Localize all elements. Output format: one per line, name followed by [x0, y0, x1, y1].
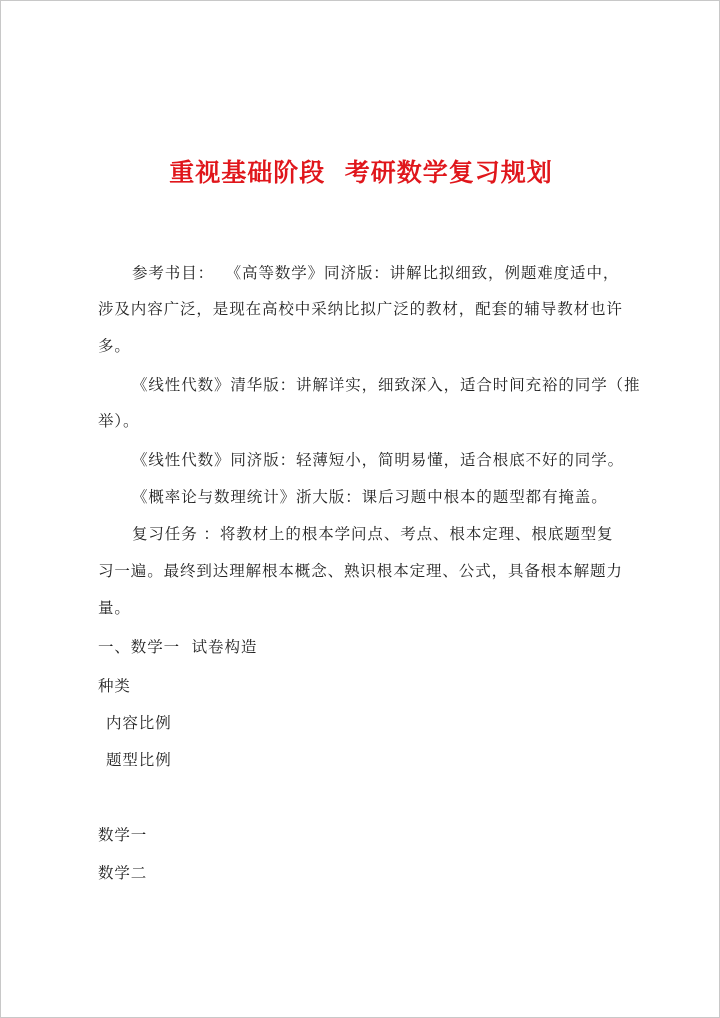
paragraph-line: 《概率论与数理统计》浙大版：课后习题中根本的题型都有掩盖。 — [132, 488, 608, 506]
document-title: 重视基础阶段 考研数学复习规划 — [169, 158, 553, 187]
paragraph-line: 习一遍。最终到达理解根本概念、熟识根本定理、公式，具备根本解题力 — [98, 562, 623, 580]
paragraph-line: 多。 — [98, 337, 131, 355]
paragraph-line: 《线性代数》同济版：轻薄短小，简明易懂，适合根底不好的同学。 — [132, 451, 625, 469]
paragraph-line: 量。 — [98, 599, 131, 617]
table-label: 题型比例 — [106, 751, 172, 769]
paragraph-line: 参考书目： 《高等数学》同济版：讲解比拟细致，例题难度适中， — [132, 264, 620, 282]
paragraph-line: 举）。 — [98, 412, 140, 430]
section-heading: 一、数学一 试卷构造 — [98, 638, 258, 656]
table-label: 数学二 — [98, 864, 148, 882]
table-label: 种类 — [98, 677, 131, 695]
paragraph-line: 涉及内容广泛，是现在高校中采纳比拟广泛的教材，配套的辅导教材也许 — [98, 300, 623, 318]
paragraph-line: 复习任务 ：将教材上的根本学问点、考点、根本定理、根底题型复 — [132, 525, 614, 543]
table-label: 数学一 — [98, 826, 148, 844]
paragraph-line: 《线性代数》清华版：讲解详实，细致深入，适合时间充裕的同学（推 — [132, 376, 641, 394]
table-label: 内容比例 — [106, 714, 172, 732]
